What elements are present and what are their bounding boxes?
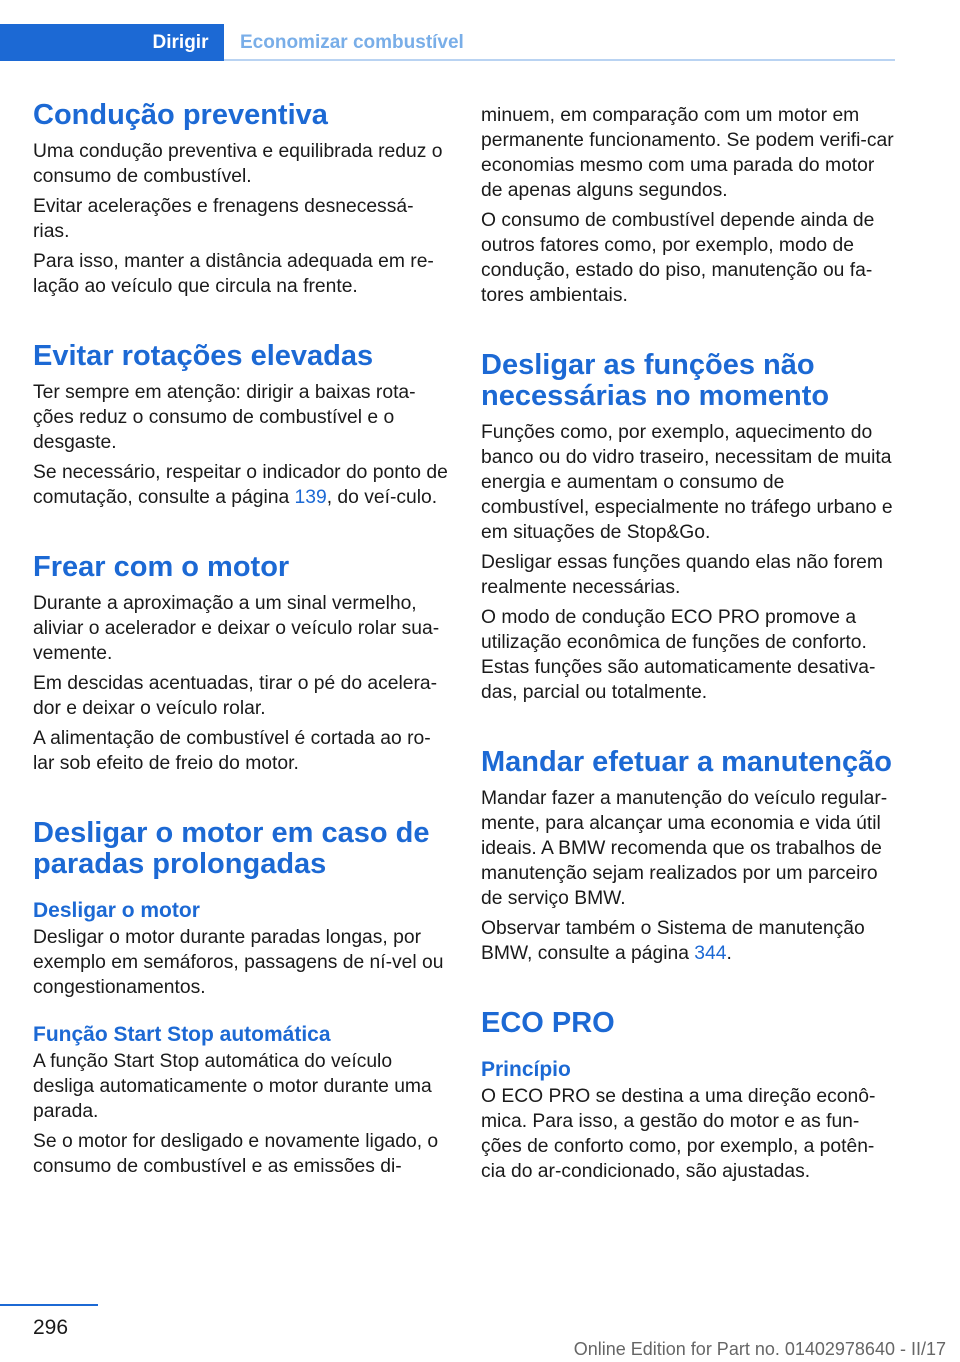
paragraph: A função Start Stop automática do veículo desliga automaticamente o motor durante uma parada. (33, 1051, 432, 1122)
heading-frear-com-motor: Frear com o motor (33, 551, 290, 583)
header-section-title[interactable]: Economizar combustível (240, 32, 464, 53)
page-link-139[interactable]: 139 (294, 487, 327, 508)
heading-conducao-preventiva: Condução preventiva (33, 99, 328, 131)
paragraph: Para isso, manter a distância adequada em re-lação ao veículo que circula na frente. (33, 251, 434, 297)
paragraph: O modo de condução ECO PRO promove a utilização econômica de funções de conforto. Estas funções são automaticamente desativa-das, parcial ou totalmente. (481, 607, 876, 703)
paragraph: Ter sempre em atenção: dirigir a baixas rota-ções reduz o consumo de combustível e o desgaste. (33, 382, 416, 453)
paragraph: O consumo de combustível depende ainda de outros fatores como, por exemplo, modo de condução, estado do piso, manutenção ou fa-tores ambientais. (481, 210, 875, 306)
paragraph: Durante a aproximação a um sinal vermelho, aliviar o acelerador e deixar o veículo rolar sua-vemente. (33, 593, 440, 664)
heading-desligar-motor-paradas: Desligar o motor em caso de paradas prolongadas (33, 817, 430, 880)
paragraph: Desligar essas funções quando elas não forem realmente necessárias. (481, 552, 883, 598)
paragraph: Se o motor for desligado e novamente ligado, o consumo de combustível e as emissões di- (33, 1131, 439, 1177)
subheading-desligar-motor: Desligar o motor (33, 899, 200, 922)
paragraph-with-link: Observar também o Sistema de manutenção BMW, consulte a página 344. (481, 918, 865, 964)
paragraph: Uma condução preventiva e equilibrada reduz o consumo de combustível. (33, 141, 443, 187)
header-chapter-tab[interactable]: Dirigir (137, 24, 224, 61)
edition-note: Online Edition for Part no. 01402978640 - II/17 (573, 1339, 946, 1359)
page-number: 296 (33, 1316, 69, 1339)
paragraph: Evitar acelerações e frenagens desnecessá-rias. (33, 196, 414, 242)
footer-divider (0, 1304, 98, 1306)
paragraph: Funções como, por exemplo, aquecimento do banco ou do vidro traseiro, necessitam de muita energia e aumentam o consumo de combustível, especialmente no tráfego urbano e em situações de Stop&Go. (481, 422, 893, 543)
paragraph: Desligar o motor durante paradas longas, por exemplo em semáforos, passagens de ní-vel ou congestionamentos. (33, 927, 444, 998)
paragraph: A alimentação de combustível é cortada ao ro-lar sob efeito de freio do motor. (33, 728, 431, 774)
subheading-start-stop: Função Start Stop automática (33, 1023, 331, 1046)
paragraph: O ECO PRO se destina a uma direção econô-mica. Para isso, a gestão do motor e as fun-ções de conforto como, por exemplo, a potên-cia do ar-condicionado, são ajustadas. (481, 1086, 876, 1182)
right-column (481, 103, 896, 1189)
header-color-bar (0, 24, 137, 61)
paragraph-with-link: Se necessário, respeitar o indicador do ponto de comutação, consulte a página 139, do veí-culo. (33, 462, 448, 508)
subheading-principio: Princípio (481, 1058, 571, 1081)
heading-manutencao: Mandar efetuar a manutenção (481, 746, 892, 778)
header-divider (224, 59, 895, 61)
paragraph: minuem, em comparação com um motor em permanente funcionamento. Se podem verifi-car economias mesmo com uma parada do motor de apenas alguns segundos. (481, 105, 894, 201)
paragraph: Mandar fazer a manutenção do veículo regular-mente, para alcançar uma economia e vida útil ideais. A BMW recomenda que os trabalhos de manutenção sejam realizados por um parceiro de serviço BMW. (481, 788, 888, 909)
heading-evitar-rotacoes: Evitar rotações elevadas (33, 340, 374, 372)
left-column (33, 100, 448, 1184)
page-header (0, 24, 895, 62)
paragraph: Em descidas acentuadas, tirar o pé do acelera-dor e deixar o veículo rolar. (33, 673, 438, 719)
page-link-344[interactable]: 344 (694, 943, 727, 964)
heading-eco-pro: ECO PRO (481, 1007, 615, 1039)
heading-desligar-funcoes: Desligar as funções não necessárias no momento (481, 349, 830, 412)
